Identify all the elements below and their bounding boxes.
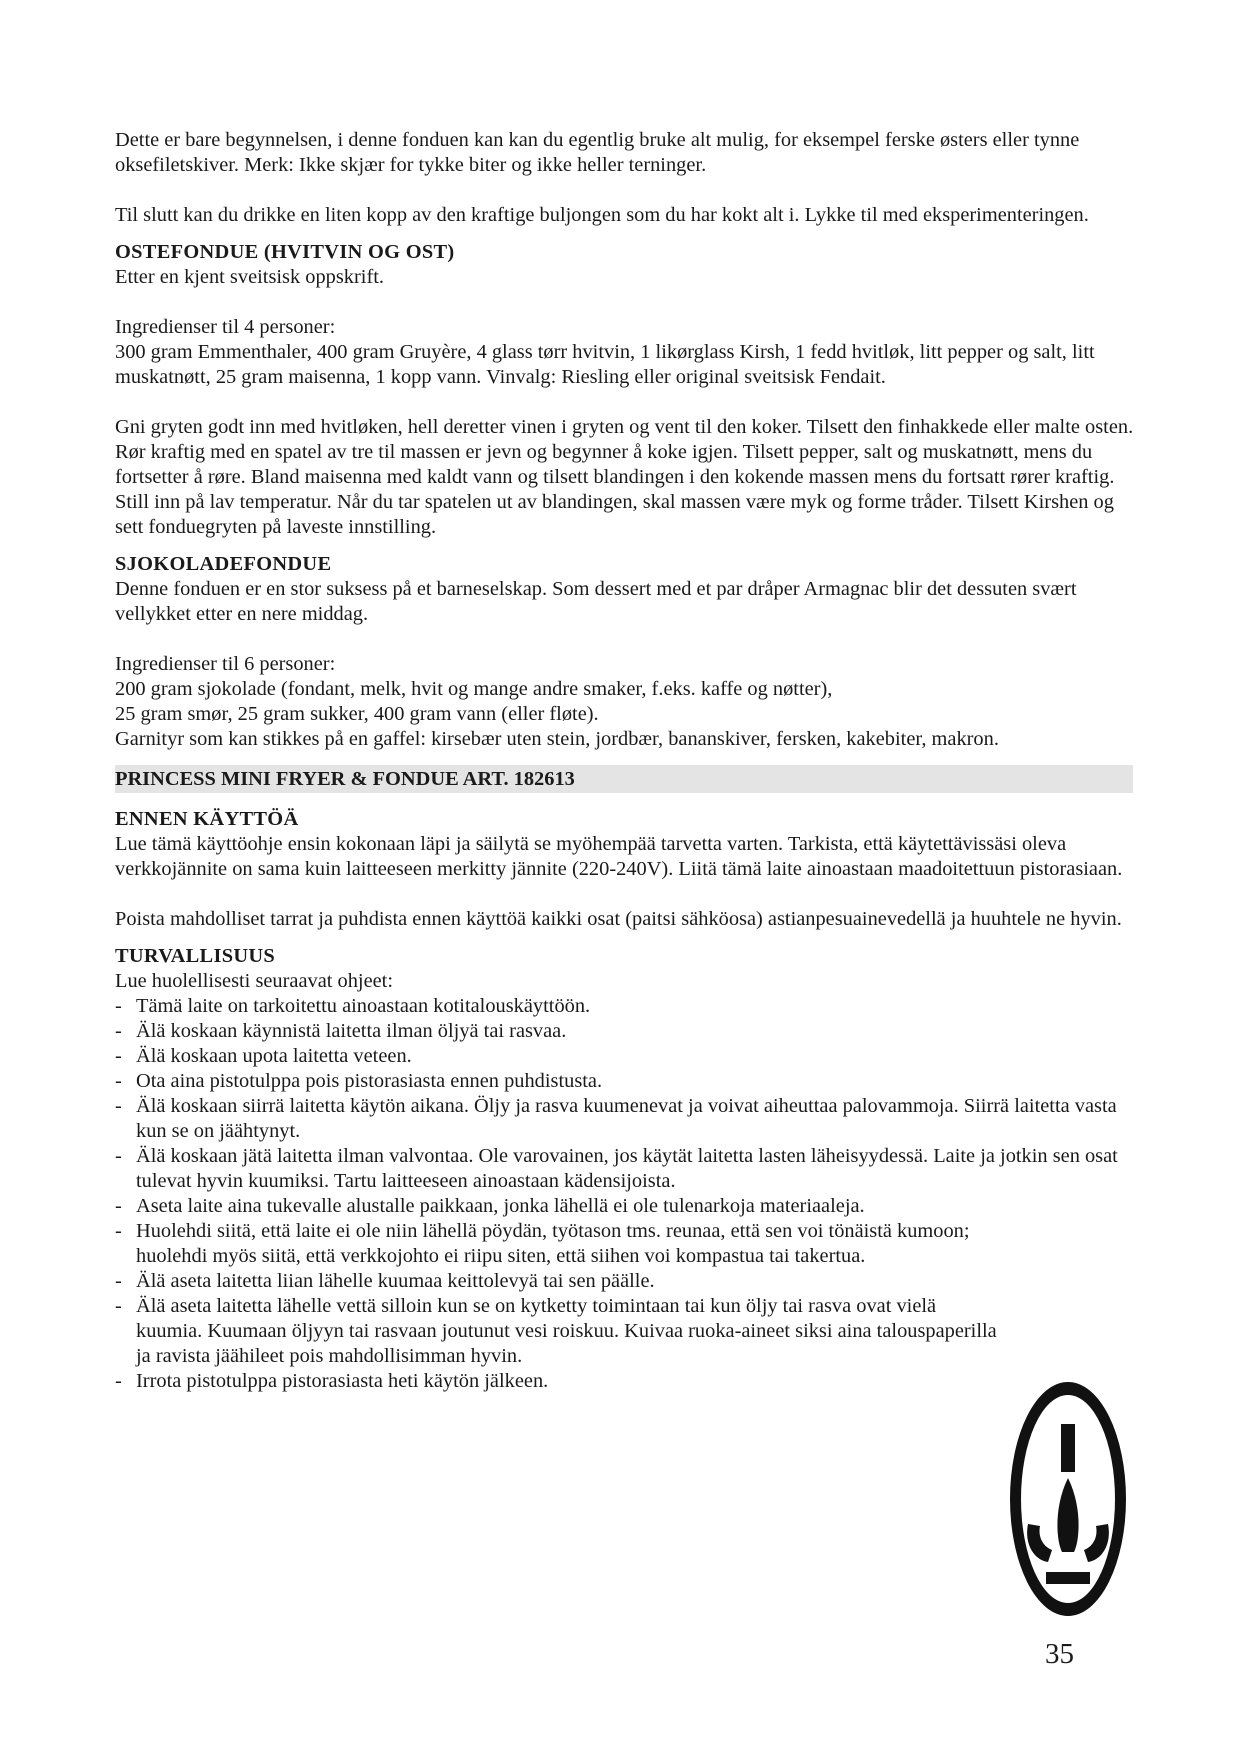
sjokoladefondue-heading: SJOKOLADEFONDUE: [115, 553, 332, 575]
sjokoladefondue-intro: Denne fonduen er en stor suksess på et barneselskap. Som dessert med et par dråper Armagnac blir det dessuten svært vellykket etter en nere middag.: [115, 578, 1077, 625]
document-page: [115, 128, 1135, 1394]
hot-surface-warning-icon: [1006, 1378, 1130, 1620]
safety-item: - Älä koskaan siirrä laitetta käytön aikana. Öljy ja rasva kuumenevat ja voivat aiheuttaa palovammoja. Siirrä laitetta vasta kun se on jäähtynyt.: [115, 1094, 1146, 1144]
safety-item: - Älä koskaan jätä laitetta ilman valvontaa. Ole varovainen, jos käytät laitetta lasten läheisyydessä. Laite ja jotkin sen osat tulevat hyvin kuumiksi. Tartu laitteeseen ainoastaan kädensijoista.: [115, 1144, 1146, 1194]
sjokoladefondue-line-3: Garnityr som kan stikkes på en gaffel: kirsebær uten stein, jordbær, bananskiver, fersken, kakebiter, makron.: [115, 728, 999, 750]
product-banner: PRINCESS MINI FRYER & FONDUE ART. 182613: [115, 765, 1133, 793]
safety-item: - Älä koskaan käynnistä laitetta ilman öljyä tai rasvaa.: [115, 1019, 1016, 1044]
sjokoladefondue-ingredients-label: Ingredienser til 6 personer:: [115, 653, 336, 675]
safety-item: - Irrota pistotulppa pistorasiasta heti käytön jälkeen.: [115, 1369, 1016, 1394]
safety-item: - Tämä laite on tarkoitettu ainoastaan kotitalouskäyttöön.: [115, 994, 1016, 1019]
page-number: 35: [1045, 1638, 1074, 1670]
turvallisuus-heading: TURVALLISUUS: [115, 945, 276, 967]
safety-item: - Älä aseta laitetta liian lähelle kuumaa keittolevyä tai sen päälle.: [115, 1269, 1016, 1294]
ennen-kayttoa-heading: ENNEN KÄYTTÖÄ: [115, 808, 299, 830]
ostefondue-method: Gni gryten godt inn med hvitløken, hell deretter vinen i gryten og vent til den koker. Tilsett den finhakkede eller malte osten. Rør kraftig med en spatel av tre til massen er jevn og begynner å koke igjen. Tilsett pepper, salt og muskatnøtt, mens du fortsetter å røre. Bland maisenna med kaldt vann og tilsett blandingen i den kokende massen mens du fortsatt rører kraftig. Still inn på lav temperatur. Når du tar spatelen ut av blandingen, skal massen være myk og forme tråder. Tilsett Kirshen og sett fonduegryten på laveste innstilling.: [115, 416, 1134, 538]
ostefondue-ingredients-label: Ingredienser til 4 personer:: [115, 316, 336, 338]
safety-list: [115, 994, 1135, 1394]
sjokoladefondue-line-2: 25 gram smør, 25 gram sukker, 400 gram vann (eller fløte).: [115, 703, 599, 725]
safety-item: - Huolehdi siitä, että laite ei ole niin lähellä pöydän, työtason tms. reunaa, että sen voi tönäistä kumoon; huolehdi myös siitä, että verkkojohto ei riipu siten, että siihen voi kompastua tai takertua.: [115, 1219, 976, 1269]
ostefondue-ingredients: 300 gram Emmenthaler, 400 gram Gruyère, 4 glass tørr hvitvin, 1 likørglass Kirsh, 1 fedd hvitløk, litt pepper og salt, litt muskatnøtt, 25 gram maisenna, 1 kopp vann. Vinvalg: Riesling eller original sveitsisk Fendait.: [115, 341, 1095, 388]
intro-paragraph-2: Til slutt kan du drikke en liten kopp av den kraftige buljongen som du har kokt alt i. Lykke til med eksperimenteringen.: [115, 204, 1089, 226]
ennen-paragraph-1: Lue tämä käyttöohje ensin kokonaan läpi ja säilytä se myöhempää tarvetta varten. Tarkista, että käytettävissäsi oleva verkkojännite on sama kuin laitteeseen merkitty jännite (220-240V). Liitä tämä laite ainoastaan maadoitettuun pistorasiaan.: [115, 833, 1123, 880]
ennen-paragraph-2: Poista mahdolliset tarrat ja puhdista ennen käyttöä kaikki osat (paitsi sähköosa) astianpesuainevedellä ja huuhtele ne hyvin.: [115, 908, 1122, 930]
ostefondue-heading: OSTEFONDUE (HVITVIN OG OST): [115, 241, 455, 263]
turvallisuus-intro: Lue huolellisesti seuraavat ohjeet:: [115, 970, 394, 992]
safety-item: - Ota aina pistotulppa pois pistorasiasta ennen puhdistusta.: [115, 1069, 1016, 1094]
safety-item: - Älä koskaan upota laitetta veteen.: [115, 1044, 1016, 1069]
safety-item: - Älä aseta laitetta lähelle vettä silloin kun se on kytketty toimintaan tai kun öljy tai rasva ovat vielä kuumia. Kuumaan öljyyn tai rasvaan joutunut vesi roiskuu. Kuivaa ruoka-aineet siksi aina talouspaperilla ja ravista jäähileet pois mahdollisimman hyvin.: [115, 1294, 1006, 1369]
sjokoladefondue-line-1: 200 gram sjokolade (fondant, melk, hvit og mange andre smaker, f.eks. kaffe og nøtter),: [115, 678, 833, 700]
safety-item: - Aseta laite aina tukevalle alustalle paikkaan, jonka lähellä ei ole tulenarkoja materiaaleja.: [115, 1194, 1146, 1219]
ostefondue-subtitle: Etter en kjent sveitsisk oppskrift.: [115, 266, 385, 288]
intro-paragraph-1: Dette er bare begynnelsen, i denne fonduen kan kan du egentlig bruke alt mulig, for eksempel ferske østers eller tynne oksefiletskiver. Merk: Ikke skjær for tykke biter og ikke heller terninger.: [115, 129, 1080, 176]
